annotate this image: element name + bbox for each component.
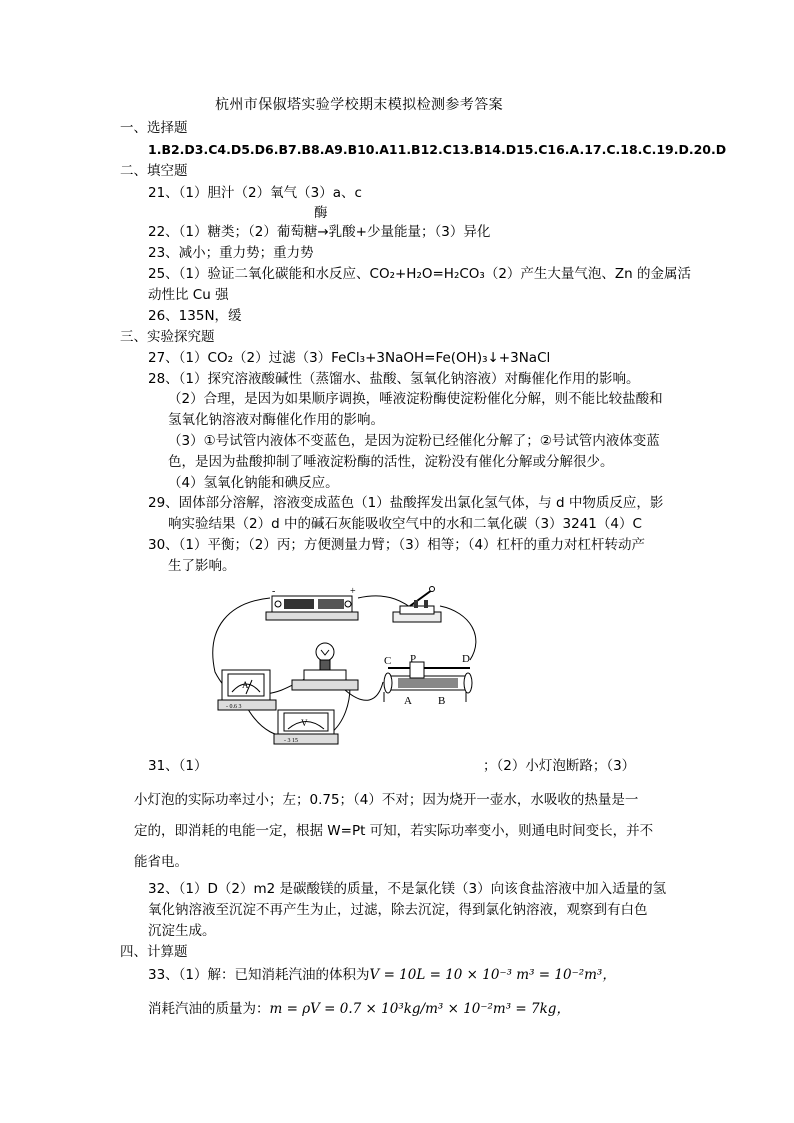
switch-icon	[393, 587, 441, 623]
answer-q28-line4: （3）①号试管内液体不变蓝色，是因为淀粉已经催化分解了；②号试管内液体变蓝	[168, 433, 660, 449]
answer-q27: 27、（1）CO₂（2）过滤（3）FeCl₃+3NaOH=Fe(OH)₃↓+3NaCl	[148, 350, 551, 366]
answer-q32-line1: 32、（1）D（2）m2 是碳酸镁的质量，不是氯化镁（3）向该食盐溶液中加入适量的氢	[148, 881, 667, 897]
answer-q28-line2: （2）合理，是因为如果顺序调换，唾液淀粉酶使淀粉催化分解，则不能比较盐酸和	[168, 391, 663, 407]
answer-q31-end: ；（2）小灯泡断路；（3）	[483, 758, 636, 774]
answer-q25-line1: 25、（1）验证二氧化碳能和水反应、CO₂+H₂O=H₂CO₃（2）产生大量气泡、Zn 的金属活	[148, 266, 692, 282]
answer-q28-line5: 色，是因为盐酸抑制了唾液淀粉酶的活性，淀粉没有催化分解或分解很少。	[168, 454, 614, 470]
answer-q26: 26、135N，缓	[148, 308, 242, 324]
battery-positive-label: +	[350, 586, 356, 597]
answer-q31-line2: 小灯泡的实际功率过小；左；0.75；（4）不对；因为烧开一壶水，水吸收的热量是一	[134, 792, 639, 808]
section-heading-calc: 四、计算题	[120, 944, 188, 960]
answer-q28-line3: 氢氧化钠溶液对酶催化作用的影响。	[168, 412, 384, 428]
rheostat-label-a: A	[404, 695, 412, 707]
answer-q32-line3: 沉淀生成。	[148, 923, 216, 939]
q33-line1-formula: V = 10L = 10 × 10⁻³ m³ = 10⁻²m³，	[369, 967, 616, 983]
rheostat-label-b: B	[438, 695, 446, 707]
answer-q33-line1	[148, 966, 616, 984]
answer-q33-line2	[148, 1000, 570, 1018]
ammeter-icon	[218, 670, 276, 710]
answer-q31-line4: 能省电。	[134, 854, 188, 870]
q33-line2-text: 消耗汽油的质量为：	[148, 1001, 270, 1017]
answer-q31-line3: 定的，即消耗的电能一定，根据 W=Pt 可知，若实际功率变小，则通电时间变长，并不	[134, 823, 654, 839]
answer-q29-line2: 响实验结果（2）d 中的碱石灰能吸收空气中的水和二氧化碳（3）3241（4）C	[168, 516, 642, 532]
wire-battery-to-switch	[358, 596, 410, 607]
answer-q32-line2: 氧化钠溶液至沉淀不再产生为止，过滤，除去沉淀，得到氯化钠溶液，观察到有白色	[148, 902, 648, 918]
voltmeter-symbol: V	[301, 718, 308, 728]
circuit-diagram	[200, 582, 500, 762]
section-heading-fill: 二、填空题	[120, 163, 188, 179]
page-title: 杭州市保俶塔实验学校期末模拟检测参考答案	[215, 97, 503, 113]
rheostat-label-d: D	[462, 653, 470, 665]
ammeter-symbol: A	[242, 680, 249, 690]
ammeter-scale-label: - 0.6 3	[226, 704, 242, 710]
voltmeter-icon	[274, 710, 338, 744]
answer-q30-line1: 30、（1）平衡；（2）丙；方便测量力臂；（3）相等；（4）杠杆的重力对杠杆转动产	[148, 537, 646, 553]
section-heading-experiment: 三、实验探究题	[120, 329, 215, 345]
answer-q31-start: 31、（1）	[148, 758, 208, 774]
answer-q23: 23、减小；重力势；重力势	[148, 245, 314, 261]
q33-line2-formula: m = ρV = 0.7 × 10³kg/m³ × 10⁻²m³ = 7kg，	[269, 1001, 570, 1017]
battery-icon	[266, 586, 358, 620]
answer-q21: 21、（1）胆汁（2）氧气（3）a、c	[148, 185, 362, 201]
lamp-icon	[292, 643, 358, 690]
enzyme-label: 酶	[314, 205, 328, 221]
answer-q25-line2: 动性比 Cu 强	[148, 287, 229, 303]
voltmeter-scale-label: - 3 15	[284, 738, 298, 744]
answer-q29-line1: 29、固体部分溶解，溶液变成蓝色（1）盐酸挥发出氯化氢气体，与 d 中物质反应，影	[148, 495, 664, 511]
q33-line1-text: 33、（1）解：已知消耗汽油的体积为	[148, 967, 370, 983]
answer-q28-line6: （4）氢氧化钠能和碘反应。	[168, 475, 339, 491]
rheostat-label-c: C	[384, 655, 392, 667]
answer-q28-line1: 28、（1）探究溶液酸碱性（蒸馏水、盐酸、氢氧化钠溶液）对酶催化作用的影响。	[148, 371, 640, 387]
answer-q22: 22、（1）糖类；（2）葡萄糖→乳酸+少量能量；（3）异化	[148, 224, 491, 240]
battery-negative-label: -	[272, 586, 276, 597]
answer-q30-line2: 生了影响。	[168, 558, 236, 574]
wire-switch-to-rheostat	[440, 606, 476, 660]
choice-answers: 1.B2.D3.C4.D5.D6.B7.B8.A9.B10.A11.B12.C13.B14.D15.C16.A.17.C.18.C.19.D.20.D	[148, 142, 727, 157]
rheostat-label-p: P	[410, 653, 417, 665]
section-heading-choice: 一、选择题	[120, 120, 188, 136]
rheostat-icon	[384, 653, 472, 707]
